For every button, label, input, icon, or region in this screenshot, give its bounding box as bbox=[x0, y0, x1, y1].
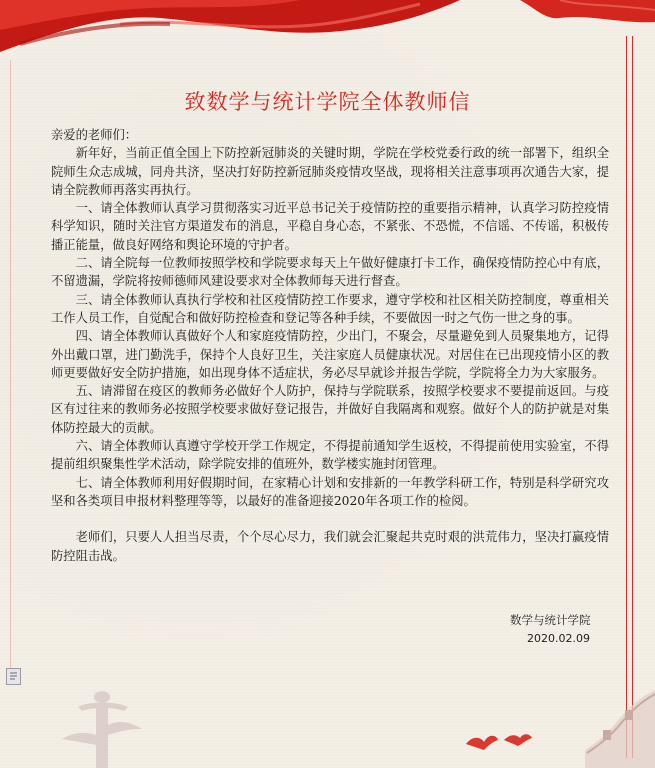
border-line-right-inner bbox=[626, 36, 627, 758]
letter-paragraph: 新年好，当前正值全国上下防控新冠肺炎的关键时期，学院在学校党委行政的统一部署下，组织全院师生众志成城，同舟共济，坚决打好防控新冠肺炎疫情攻坚战，现将相关注意事项再次通告大家，提请全院教师再落实再执行。 bbox=[51, 146, 609, 197]
letter-paragraph: 七、请全体教师利用好假期时间，在家精心计划和安排新的一年教学科研工作，特别是科学研究攻坚和各类项目申报材料整理等等，以最好的准备迎接2020年各项工作的检阅。 bbox=[51, 475, 609, 508]
letter-signature: 数学与统计学院 bbox=[510, 613, 591, 627]
letter-salutation: 亲爱的老师们： bbox=[51, 128, 138, 142]
border-line-right-outer bbox=[632, 36, 633, 758]
letter-paragraph: 四、请全体教师认真做好个人和家庭疫情防控，少出门，不聚会，尽量避免到人员聚集地方，记得外出戴口罩，进门勤洗手，保持个人良好卫生，关注家庭人员健康状况。对居住在已出现疫情小区的教师更要做好安全防护措施，如出现身体不适症状，务必尽早就诊并报告学院，学院将全力为大家服务。 bbox=[51, 329, 609, 380]
letter-paragraph: 二、请全院每一位教师按照学校和学院要求每天上午做好健康打卡工作，确保疫情防控心中有底，不留遗漏，学院将按师德师风建设要求对全体教师每天进行督查。 bbox=[51, 256, 609, 289]
doves-icon bbox=[462, 728, 532, 758]
letter-paragraph: 六、请全体教师认真遵守学校开学工作规定，不得提前通知学生返校，不得提前使用实验室，不得提前组织聚集性学术活动，除学院安排的值班外，数学楼实施封闭管理。 bbox=[51, 439, 609, 472]
letter-body bbox=[51, 126, 609, 565]
document-icon[interactable] bbox=[6, 668, 21, 685]
letter-paragraph: 三、请全体教师认真执行学校和社区疫情防控工作要求，遵守学校和社区相关防控制度，尊重相关工作人员工作，自觉配合和做好防控检查和登记等各种手续，不要做因一时之气伤一世之身的事。 bbox=[51, 292, 609, 325]
letter-paragraph: 五、请滞留在疫区的教师务必做好个人防护，保持与学院联系，按照学校要求不要提前返回。与疫区有过往来的教师务必按照学校要求做好登记报告，并做好自我隔离和观察。做好个人的防护就是对集体防控最大的贡献。 bbox=[51, 384, 609, 435]
huabiao-column-icon bbox=[58, 685, 148, 768]
letter-title: 致数学与统计学院全体教师信 bbox=[184, 90, 471, 114]
letter-paragraph: 一、请全体教师认真学习贯彻落实习近平总书记关于疫情防控的重要指示精神，认真学习防控疫情科学知识，随时关注官方渠道发布的消息，平稳自身心态，不紧张、不恐慌，不信谣、不传谣，积极传播正能量，做良好网络和舆论环境的守护者。 bbox=[51, 201, 609, 252]
letter-closing: 老师们，只要人人担当尽责，个个尽心尽力，我们就会汇聚起共克时艰的洪荒伟力，坚决打赢疫情防控阻击战。 bbox=[51, 530, 609, 563]
letter-date: 2020.02.09 bbox=[527, 632, 590, 645]
red-silk-ribbon-icon bbox=[0, 0, 655, 70]
border-line-left bbox=[10, 60, 11, 678]
great-wall-icon bbox=[585, 690, 655, 768]
